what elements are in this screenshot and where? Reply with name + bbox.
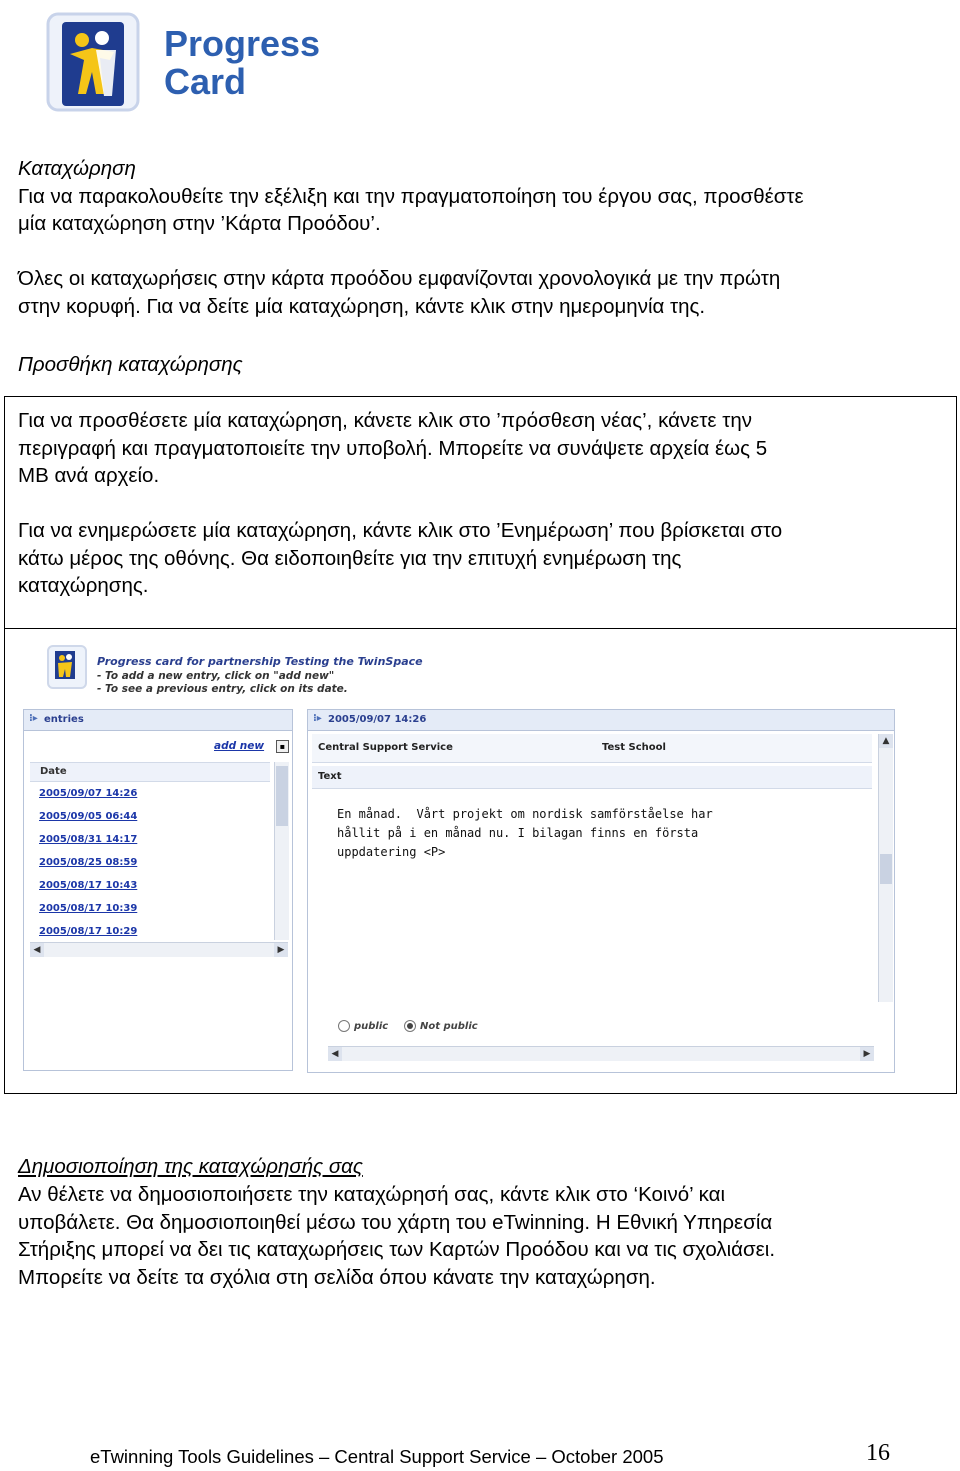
- add-line-5: κάτω μέρος της οθόνης. Θα ειδοποιηθείτε για την επιτυχή ενημέρωση της: [18, 547, 682, 570]
- publish-line-2: υποβάλετε. Θα δημοσιοποιηθεί μέσω του χάρτη του eTwinning. Η Εθνική Υπηρεσία: [18, 1211, 773, 1234]
- entry-line-4: στην κορυφή. Για να δείτε μία καταχώρηση, κάντε κλικ στην ημερομηνία της.: [18, 295, 706, 318]
- detail-vertical-scrollbar[interactable]: [878, 734, 893, 1002]
- entry-date-link[interactable]: 2005/08/17 10:39: [39, 903, 138, 914]
- entry-line-2: μία καταχώρηση στην ’Κάρτα Προόδου’.: [18, 212, 381, 235]
- screenshot-header-title: Progress card for partnership Testing the TwinSpace: [97, 655, 423, 668]
- publish-line-1: Αν θέλετε να δημοσιοποιήσετε την καταχώρησή σας, κάντε κλικ στο ‘Κοινό’ και: [18, 1183, 726, 1206]
- collapse-icon[interactable]: ⁝▸: [313, 713, 322, 724]
- scroll-left-icon[interactable]: ◀: [328, 1047, 342, 1061]
- not-public-radio-label: Not public: [420, 1021, 478, 1032]
- entry-line-3: Όλες οι καταχωρήσεις στην κάρτα προόδου εμφανίζονται χρονολογικά με την πρώτη: [18, 267, 781, 290]
- entry-detail-title: 2005/09/07 14:26: [328, 714, 427, 725]
- entry-author: Central Support Service: [318, 742, 453, 753]
- progress-card-emblem-icon: [40, 8, 150, 118]
- entries-horizontal-scrollbar[interactable]: [30, 942, 288, 957]
- entry-detail-header: [308, 710, 894, 731]
- logo-wordmark: Progress Card: [164, 23, 321, 102]
- entry-body-line: En månad. Vårt projekt om nordisk samförståelse har: [337, 807, 713, 821]
- add-line-1: Για να προσθέσετε μία καταχώρηση, κάνετε κλικ στο ’πρόσθεση νέας’, κάνετε την: [18, 409, 752, 432]
- scroll-right-icon[interactable]: ▶: [860, 1047, 874, 1061]
- date-column-header: [30, 762, 270, 782]
- progress-card-small-logo-icon: [47, 645, 87, 689]
- scroll-up-icon[interactable]: ▲: [879, 734, 893, 748]
- screenshot-header-hint-2: - To see a previous entry, click on its date.: [97, 683, 348, 695]
- entry-date-link[interactable]: 2005/09/05 06:44: [39, 811, 138, 822]
- public-radio[interactable]: [338, 1020, 350, 1032]
- scroll-left-icon[interactable]: ◀: [30, 943, 44, 957]
- add-line-6: καταχώρησης.: [18, 574, 149, 597]
- add-new-link[interactable]: add new: [214, 740, 265, 752]
- entry-date-link[interactable]: 2005/09/07 14:26: [39, 788, 138, 799]
- progress-card-screenshot: [19, 637, 895, 1077]
- entry-line-1: Για να παρακολουθείτε την εξέλιξη και την πραγματοποίηση του έργου σας, προσθέστε: [18, 185, 804, 208]
- date-header-label: Date: [40, 766, 67, 777]
- entry-date-link[interactable]: 2005/08/17 10:43: [39, 880, 138, 891]
- entry-detail-panel: [307, 709, 895, 1073]
- collapse-icon[interactable]: ⁝▸: [29, 713, 38, 724]
- entries-vertical-scrollbar[interactable]: [274, 762, 289, 940]
- publish-heading: Δημοσιοποίηση της καταχώρησής σας: [18, 1155, 363, 1178]
- detail-scroll-thumb[interactable]: [880, 854, 892, 884]
- text-label: Text: [318, 771, 342, 782]
- entries-panel-header: [24, 710, 292, 731]
- entry-date-link[interactable]: 2005/08/31 14:17: [39, 834, 138, 845]
- text-label-row: [312, 766, 872, 789]
- page-number: 16: [866, 1440, 890, 1466]
- add-line-3: MB ανά αρχείο.: [18, 464, 160, 487]
- add-line-2: περιγραφή και πραγματοποιείτε την υποβολή. Μπορείτε να συνάψετε αρχεία έως 5: [18, 437, 768, 460]
- entry-heading: Καταχώρηση: [18, 157, 136, 180]
- scroll-right-icon[interactable]: ▶: [274, 943, 288, 957]
- add-heading: Προσθήκη καταχώρησης: [18, 353, 243, 376]
- entries-panel: [23, 709, 293, 1071]
- panel-toggle-icon[interactable]: ▪: [276, 740, 289, 753]
- add-line-4: Για να ενημερώσετε μία καταχώρηση, κάντε κλικ στο ’Ενημέρωση’ που βρίσκεται στο: [18, 519, 783, 542]
- entry-meta-row: [312, 734, 872, 763]
- public-radio-label: public: [354, 1021, 389, 1032]
- entry-body-line: hållit på i en månad nu. I bilagan finns en första: [337, 826, 699, 840]
- page-footer: eTwinning Tools Guidelines – Central Support Service – October 2005: [90, 1446, 664, 1467]
- publish-line-3: Στήριξης μπορεί να δει τις καταχωρήσεις των Καρτών Προόδου και να τις σχολιάσει.: [18, 1238, 776, 1261]
- not-public-radio[interactable]: [404, 1020, 416, 1032]
- entry-date-link[interactable]: 2005/08/25 08:59: [39, 857, 138, 868]
- progress-card-screenshot-frame: [4, 628, 957, 1094]
- entry-school: Test School: [602, 742, 666, 753]
- entries-scroll-thumb[interactable]: [276, 766, 288, 826]
- detail-horizontal-scrollbar[interactable]: [328, 1046, 874, 1061]
- publish-line-4: Μπορείτε να δείτε τα σχόλια στη σελίδα όπου κάνατε την καταχώρηση.: [18, 1266, 656, 1289]
- progress-card-logo: [18, 0, 363, 122]
- screenshot-header-hint-1: - To add a new entry, click on "add new": [97, 670, 335, 682]
- entries-panel-title: entries: [44, 714, 84, 725]
- entry-body-line: uppdatering <P>: [337, 845, 446, 859]
- entry-date-link[interactable]: 2005/08/17 10:29: [39, 926, 138, 937]
